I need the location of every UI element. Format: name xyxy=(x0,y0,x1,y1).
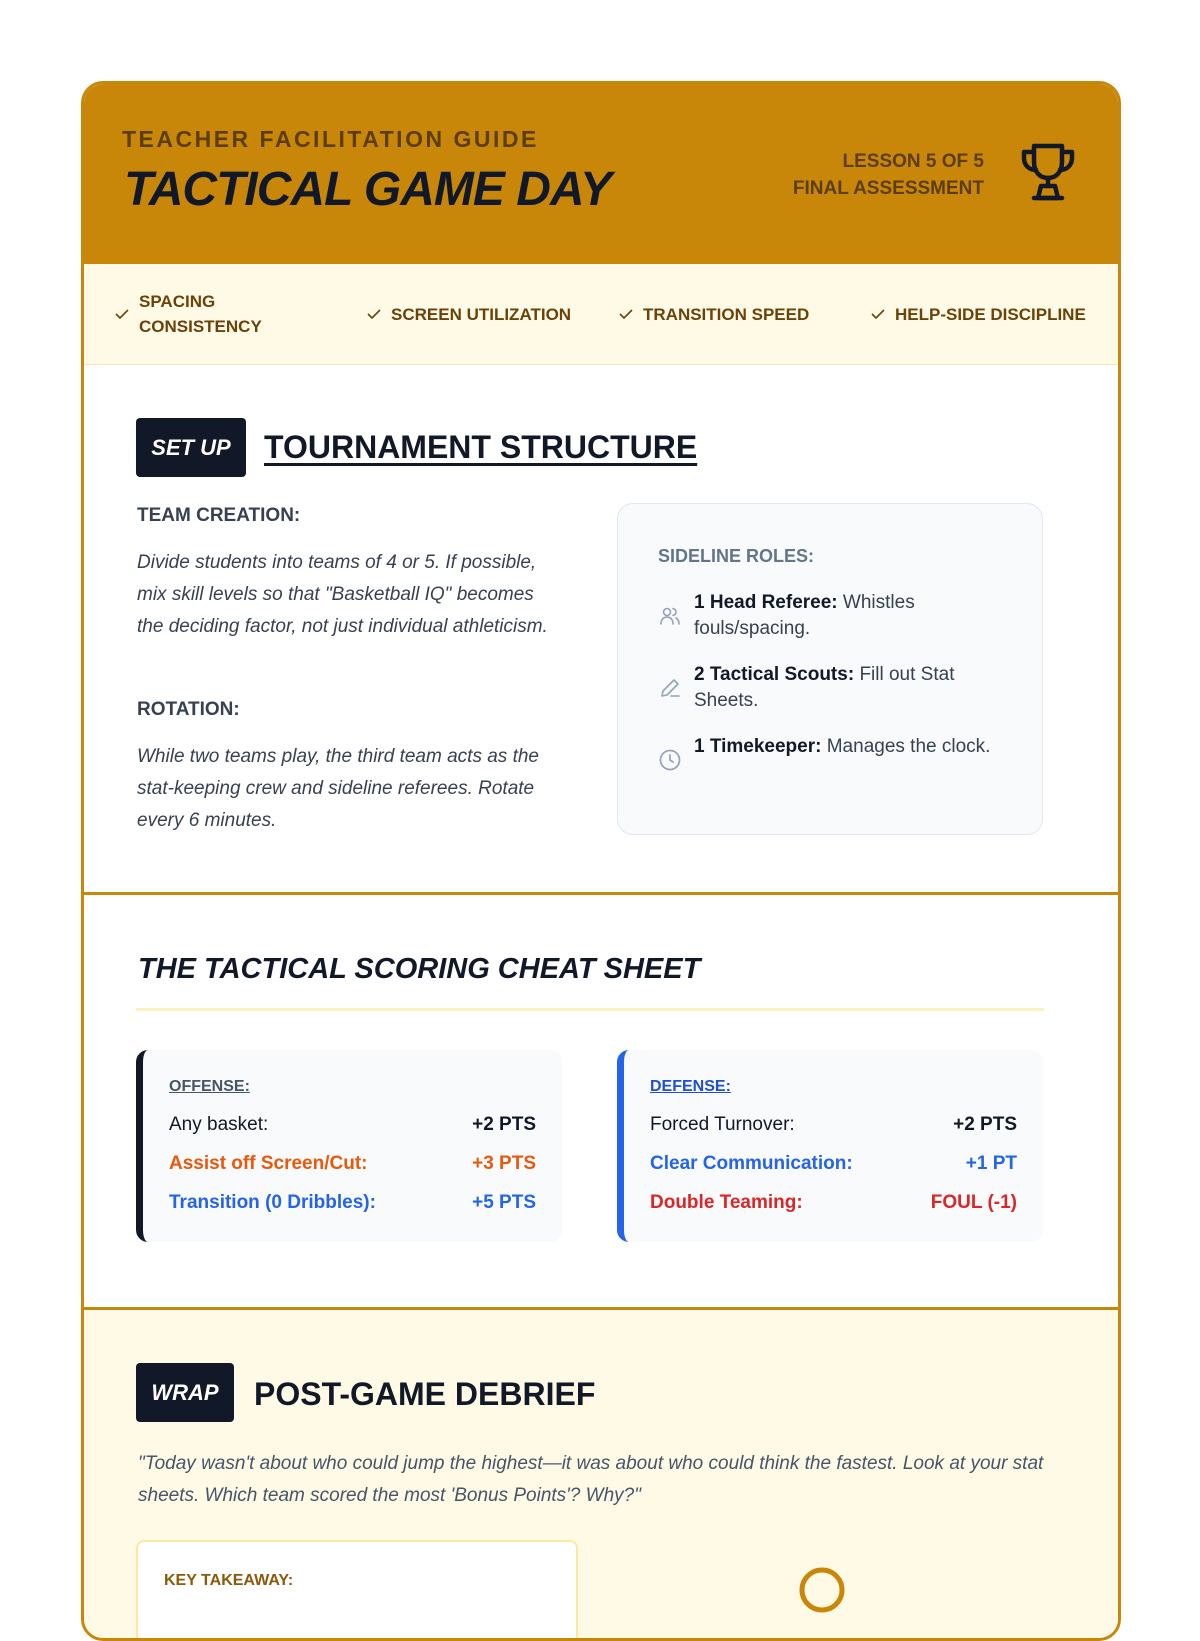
score-row xyxy=(169,1192,536,1214)
setup-tag: SET UP xyxy=(136,418,246,477)
offense-heading: OFFENSE: xyxy=(169,1078,250,1095)
guide-eyebrow: TEACHER FACILITATION GUIDE xyxy=(122,126,539,152)
rotation-label: ROTATION: xyxy=(137,699,240,720)
role-tactical-scouts xyxy=(658,662,998,714)
lesson-number: LESSON 5 OF 5 xyxy=(842,151,984,172)
score-value: +1 PT xyxy=(965,1153,1017,1174)
score-value: +2 PTS xyxy=(472,1114,536,1135)
score-label: Assist off Screen/Cut: xyxy=(169,1153,368,1174)
objectives-bar xyxy=(84,264,1118,365)
score-row xyxy=(650,1153,1017,1175)
score-label: Clear Communication: xyxy=(650,1153,853,1174)
objective-label: HELP-SIDE DISCIPLINE xyxy=(895,304,1086,324)
role-name: 2 Tactical Scouts: xyxy=(694,664,855,685)
offense-card xyxy=(136,1050,562,1242)
score-label: Double Teaming: xyxy=(650,1192,803,1213)
setup-section xyxy=(84,365,1118,895)
title-divider xyxy=(136,1008,1044,1011)
team-creation-text: Divide students into teams of 4 or 5. If possible, mix skill levels so that "Basketball IQ" becomes the deciding factor, not just individual athleticism. xyxy=(137,552,548,637)
objective-label: SCREEN UTILIZATION xyxy=(391,304,572,324)
wrap-tag: WRAP xyxy=(136,1363,234,1422)
lesson-type: FINAL ASSESSMENT xyxy=(792,178,984,199)
role-desc: Whistles fouls/spacing. xyxy=(694,592,915,639)
check-icon xyxy=(366,306,382,322)
debrief-section xyxy=(84,1310,1118,1640)
header-banner xyxy=(84,84,1118,264)
score-label: Any basket: xyxy=(169,1114,269,1135)
score-value: +5 PTS xyxy=(472,1192,536,1213)
objective-help-side xyxy=(870,264,1086,364)
key-takeaway-card xyxy=(136,1540,578,1641)
check-icon xyxy=(618,306,634,322)
score-row xyxy=(650,1192,1017,1214)
lesson-info xyxy=(793,148,984,202)
objective-label: SPACING CONSISTENCY xyxy=(139,292,262,336)
rotation-text: While two teams play, the third team acts as the stat-keeping crew and sideline referees. Rotate every 6 minutes. xyxy=(137,746,539,831)
guide-card xyxy=(81,81,1121,1641)
trophy-icon xyxy=(1016,140,1080,204)
score-row xyxy=(169,1153,536,1175)
role-timekeeper xyxy=(658,734,998,772)
cheat-sheet-title: THE TACTICAL SCORING CHEAT SHEET xyxy=(138,953,701,985)
score-row xyxy=(169,1114,536,1136)
debrief-title: POST-GAME DEBRIEF xyxy=(254,1376,596,1412)
score-value: +3 PTS xyxy=(472,1153,536,1174)
role-name: 1 Head Referee: xyxy=(694,592,838,613)
role-text xyxy=(694,662,998,714)
roles-title: SIDELINE ROLES: xyxy=(658,546,815,566)
role-text xyxy=(694,590,998,642)
pencil-icon xyxy=(658,676,682,700)
team-creation-label: TEAM CREATION: xyxy=(137,505,301,526)
scoring-section xyxy=(84,895,1118,1310)
takeaway-label: KEY TAKEAWAY: xyxy=(164,1572,294,1589)
defense-card xyxy=(617,1050,1043,1242)
defense-heading: DEFENSE: xyxy=(650,1078,731,1095)
score-label: Forced Turnover: xyxy=(650,1114,795,1135)
role-desc: Fill out Stat Sheets. xyxy=(694,664,955,711)
score-value: +2 PTS xyxy=(953,1114,1017,1135)
clock-icon xyxy=(658,748,682,772)
objective-transition xyxy=(618,264,809,364)
score-label: Transition (0 Dribbles): xyxy=(169,1192,376,1213)
objective-screens xyxy=(366,264,571,364)
objective-label: TRANSITION SPEED xyxy=(643,304,810,324)
role-desc: Manages the clock. xyxy=(826,736,991,757)
role-head-referee xyxy=(658,590,998,642)
objective-spacing xyxy=(114,264,284,364)
role-text xyxy=(694,734,990,760)
score-value: FOUL (-1) xyxy=(930,1192,1017,1213)
sideline-roles-card xyxy=(617,503,1043,835)
check-icon xyxy=(114,306,130,322)
debrief-quote: "Today wasn't about who could jump the highest—it was about who could think the fastest. Look at your stat sheets. Which team scored the most 'Bonus Points'? Why?" xyxy=(138,1453,1044,1506)
check-icon xyxy=(870,306,886,322)
role-name: 1 Timekeeper: xyxy=(694,736,822,757)
score-row xyxy=(650,1114,1017,1136)
target-icon xyxy=(796,1564,848,1616)
page-title: TACTICAL GAME DAY xyxy=(124,163,611,216)
setup-title: TOURNAMENT STRUCTURE xyxy=(264,429,698,465)
users-icon xyxy=(658,604,682,628)
